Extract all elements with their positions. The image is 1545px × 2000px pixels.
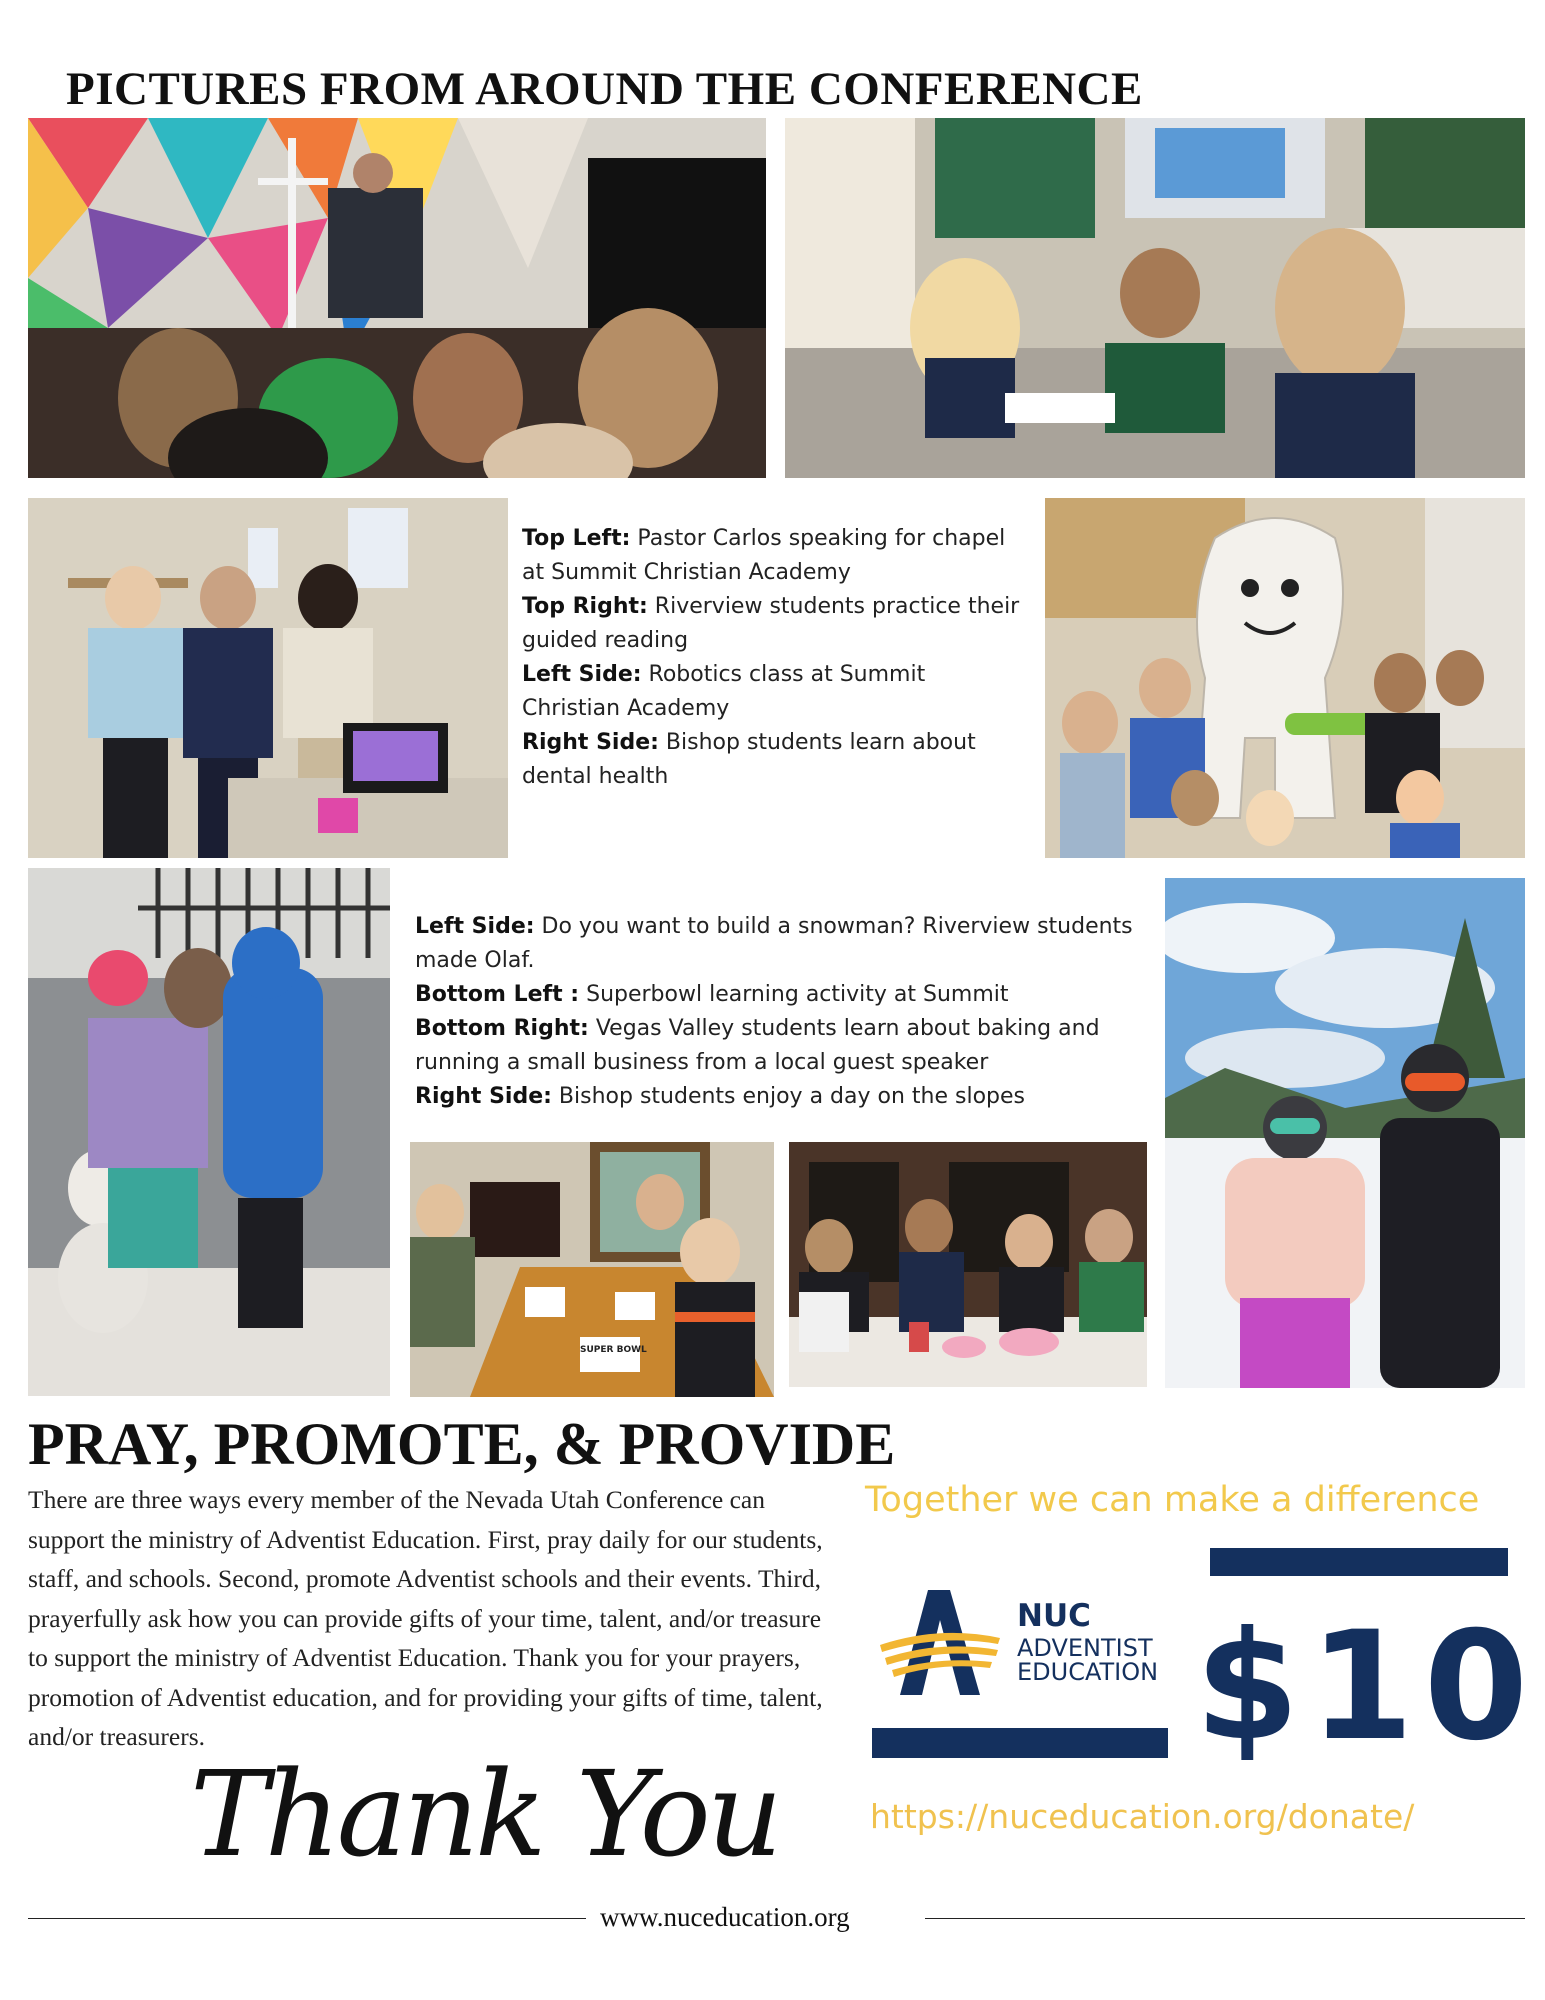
donate-bar-bottom (872, 1728, 1168, 1758)
caption-block-2 (415, 910, 1140, 1114)
caption-item: Right Side: Bishop students enjoy a day on the slopes (415, 1084, 1025, 1109)
caption-item: Bottom Right: Vegas Valley students learn about baking and running a small business from a local guest speaker (415, 1016, 1100, 1075)
nuc-logo-line2: EDUCATION (1017, 1658, 1159, 1686)
page-title: PICTURES FROM AROUND THE CONFERENCE (66, 63, 1143, 115)
donate-link[interactable]: https://nuceducation.org/donate/ (870, 1797, 1415, 1836)
photo-ski (1165, 878, 1525, 1388)
superbowl-sign: SUPER BOWL (580, 1345, 647, 1355)
caption-item: Top Right: Riverview students practice their guided reading (522, 594, 1020, 653)
section-body: There are three ways every member of the Nevada Utah Conference can support the ministry of Adventist Education. First, pray daily for our students, staff, and schools. Second, promote Adventist schools and their events. Third, prayerfully ask how you can provide gifts of your time, talent, and/or treasure to support the ministry of Adventist Education. Thank you for your prayers, promotion of Adventist education, and for providing your gifts of time, talent, and/or treasurers. (28, 1485, 823, 1751)
photo-snowman (28, 868, 390, 1396)
photo-superbowl (410, 1142, 774, 1397)
section-heading: PRAY, PROMOTE, & PROVIDE (28, 1411, 896, 1477)
caption-item: Right Side: Bishop students learn about dental health (522, 730, 976, 789)
donate-amount: $10 (1195, 1600, 1539, 1774)
footer-rule-right (925, 1918, 1525, 1919)
caption-item: Left Side: Robotics class at Summit Christian Academy (522, 662, 926, 721)
donate-bar-top (1210, 1548, 1508, 1576)
nuc-logo-icon (880, 1590, 1005, 1695)
footer-website-link[interactable]: www.nuceducation.org (600, 1902, 850, 1932)
donate-tagline: Together we can make a difference (865, 1480, 1480, 1520)
nuc-logo-line1: ADVENTIST (1017, 1634, 1153, 1662)
caption-block-1 (522, 522, 1022, 794)
photo-chapel (28, 118, 766, 478)
photo-dental (1045, 498, 1525, 858)
photo-reading (785, 118, 1525, 478)
photo-baking (789, 1142, 1147, 1387)
caption-item: Left Side: Do you want to build a snowman? Riverview students made Olaf. (415, 914, 1133, 973)
thank-you-script: Thank You (190, 1745, 779, 1883)
nuc-logo-word: NUC (1017, 1598, 1091, 1634)
caption-item: Top Left: Pastor Carlos speaking for chapel at Summit Christian Academy (522, 526, 1006, 585)
caption-item: Bottom Left : Superbowl learning activity at Summit (415, 982, 1009, 1007)
footer-rule-left (28, 1918, 586, 1919)
photo-robotics (28, 498, 508, 858)
